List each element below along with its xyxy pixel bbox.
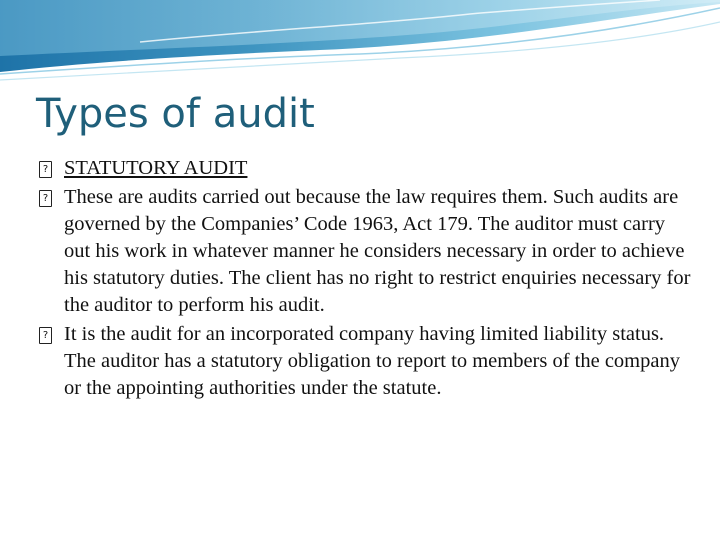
bullet-heading-text: STATUTORY AUDIT <box>64 157 248 179</box>
header-wave-decoration <box>0 0 720 90</box>
missing-glyph-box-icon: ? <box>39 327 52 344</box>
bullet-text: It is the audit for an incorporated company having limited liability status. The auditor has a statutory obligation to report to members of the company or the appointing authorities under the statute. <box>64 323 680 399</box>
missing-glyph-box-icon: ? <box>39 161 52 178</box>
slide-title: Types of audit <box>36 91 315 137</box>
bullet-list <box>36 155 696 404</box>
bullet-item <box>36 155 696 182</box>
missing-glyph-box-icon: ? <box>39 190 52 207</box>
bullet-item <box>36 321 696 402</box>
bullet-item <box>36 184 696 319</box>
bullet-text: These are audits carried out because the law requires them. Such audits are governed by the Companies’ Code 1963, Act 179. The auditor must carry out his work in whatever manner he considers necessary in order to achieve his statutory duties. The client has no right to restrict enquiries necessary for the auditor to perform his audit. <box>64 186 691 316</box>
